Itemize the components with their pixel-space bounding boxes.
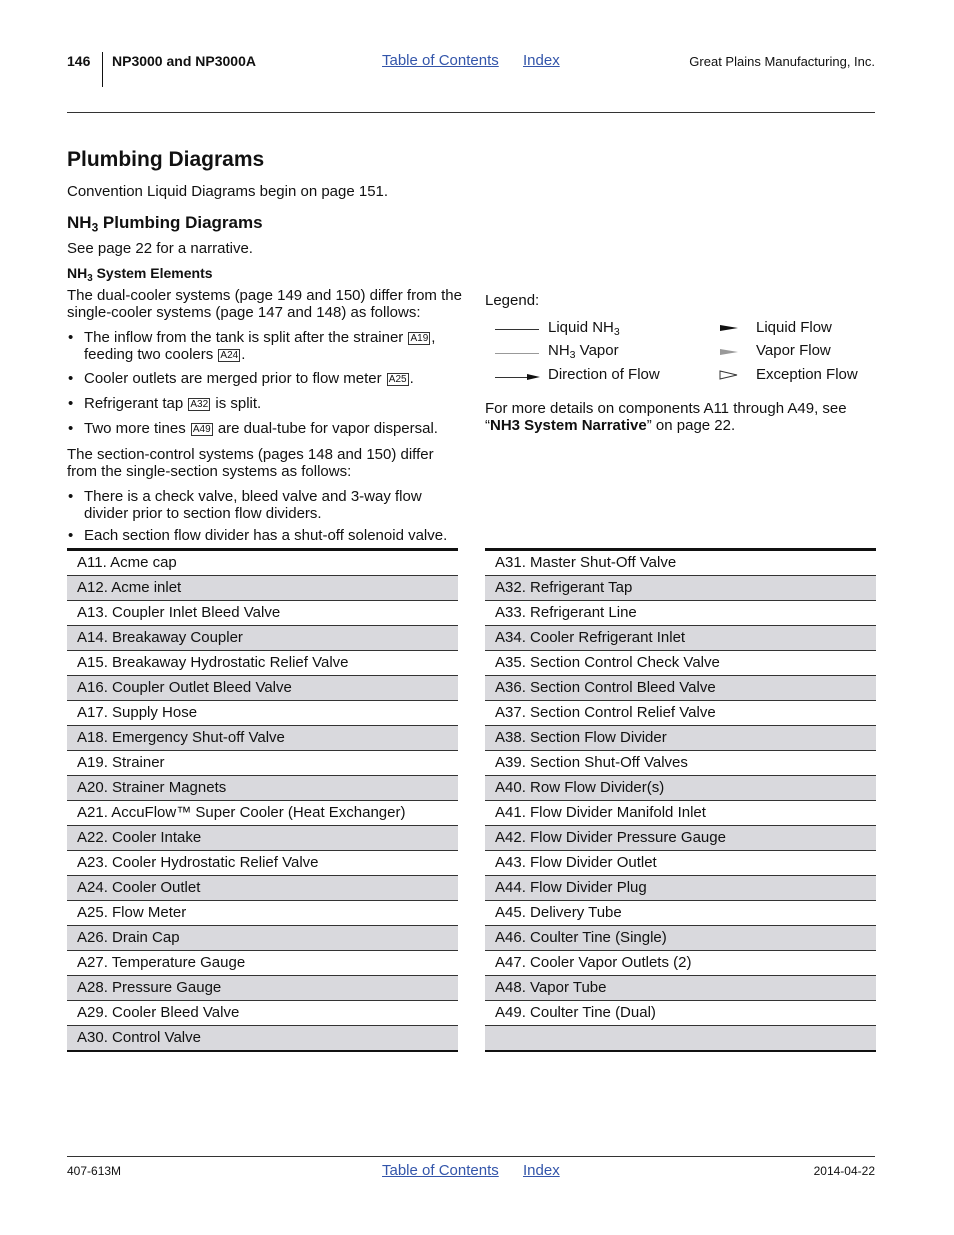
- vapor-line-icon: [495, 353, 539, 354]
- part-cell: A20. Strainer Magnets: [67, 776, 458, 801]
- table-row: [67, 676, 458, 701]
- table-row: [485, 651, 876, 676]
- part-cell: A18. Emergency Shut-off Valve: [67, 726, 458, 751]
- table-row: [67, 926, 458, 951]
- part-cell: A47. Cooler Vapor Outlets (2): [485, 951, 876, 976]
- footer-index-link[interactable]: Index: [523, 1162, 560, 1179]
- page-number: 146: [67, 53, 91, 69]
- exception-flow-arrow-icon: [719, 370, 739, 380]
- header-index-link[interactable]: Index: [523, 52, 560, 69]
- legend-direction: Direction of Flow: [548, 366, 660, 383]
- table-row: [485, 626, 876, 651]
- section-control-intro: The section-control systems (pages 148 and 150) differ from the single-section systems as follows:: [67, 446, 434, 480]
- callout-a24: A24: [220, 350, 239, 361]
- legend-exception-flow: Exception Flow: [756, 366, 858, 383]
- table-row: [485, 826, 876, 851]
- footer-toc-link[interactable]: Table of Contents: [382, 1162, 499, 1179]
- parts-table-left: [67, 548, 458, 1052]
- table-row: [485, 701, 876, 726]
- part-cell: A22. Cooler Intake: [67, 826, 458, 851]
- table-row: [67, 951, 458, 976]
- part-cell: A24. Cooler Outlet: [67, 876, 458, 901]
- dual-cooler-bullets: [67, 329, 462, 437]
- table-row: [485, 751, 876, 776]
- table-row: [67, 776, 458, 801]
- legend-vapor-flow: Vapor Flow: [756, 342, 831, 359]
- list-item: • Cooler outlets are merged prior to flow meter A25 .: [67, 370, 462, 387]
- part-cell: A32. Refrigerant Tap: [485, 576, 876, 601]
- intro-text: Convention Liquid Diagrams begin on page 151.: [67, 183, 389, 200]
- legend-details-text: For more details on components A11 through A49, see “NH3 System Narrative” on page 22.: [485, 400, 847, 434]
- table-row: [67, 550, 458, 576]
- table-row: [67, 651, 458, 676]
- list-item: • Each section flow divider has a shut-off solenoid valve.: [67, 527, 462, 544]
- list-item: • The inflow from the tank is split after the strainer A19 , feeding two coolers A24 .: [67, 329, 462, 363]
- part-cell: A43. Flow Divider Outlet: [485, 851, 876, 876]
- part-cell: A26. Drain Cap: [67, 926, 458, 951]
- footer-doc-number: 407-613M: [67, 1164, 122, 1178]
- table-row: [485, 951, 876, 976]
- table-row: [67, 876, 458, 901]
- table-row: [485, 1001, 876, 1026]
- table-row: [67, 576, 458, 601]
- table-row: [485, 901, 876, 926]
- table-row: [67, 751, 458, 776]
- list-item: • Refrigerant tap A32 is split.: [67, 395, 462, 412]
- part-cell: A34. Cooler Refrigerant Inlet: [485, 626, 876, 651]
- liquid-flow-arrow-icon: [720, 325, 738, 331]
- part-cell: [485, 1026, 876, 1052]
- table-row: [67, 1026, 458, 1052]
- table-row: [485, 1026, 876, 1052]
- liquid-line-icon: [495, 329, 539, 330]
- header-toc-link[interactable]: Table of Contents: [382, 52, 499, 69]
- table-row: [67, 601, 458, 626]
- part-cell: A25. Flow Meter: [67, 901, 458, 926]
- part-cell: A38. Section Flow Divider: [485, 726, 876, 751]
- table-row: [67, 801, 458, 826]
- table-row: [67, 701, 458, 726]
- part-cell: A30. Control Valve: [67, 1026, 458, 1052]
- part-cell: A33. Refrigerant Line: [485, 601, 876, 626]
- callout-a25: A25: [388, 374, 407, 385]
- table-row: [485, 926, 876, 951]
- part-cell: A17. Supply Hose: [67, 701, 458, 726]
- header-divider: [102, 52, 103, 87]
- header-rule: [67, 112, 875, 113]
- part-cell: A12. Acme inlet: [67, 576, 458, 601]
- section-control-bullets: [67, 488, 462, 544]
- part-cell: A13. Coupler Inlet Bleed Valve: [67, 601, 458, 626]
- table-row: [67, 626, 458, 651]
- table-row: [485, 550, 876, 576]
- part-cell: A16. Coupler Outlet Bleed Valve: [67, 676, 458, 701]
- company-name: Great Plains Manufacturing, Inc.: [689, 54, 875, 69]
- part-cell: A40. Row Flow Divider(s): [485, 776, 876, 801]
- list-item: • There is a check valve, bleed valve and 3-way flow divider prior to section flow dividers.: [67, 488, 462, 522]
- list-item: • Two more tines A49 are dual-tube for vapor dispersal.: [67, 420, 462, 437]
- table-row: [485, 576, 876, 601]
- legend-label: Legend:: [485, 292, 540, 309]
- part-cell: A42. Flow Divider Pressure Gauge: [485, 826, 876, 851]
- part-cell: A35. Section Control Check Valve: [485, 651, 876, 676]
- part-cell: A39. Section Shut-Off Valves: [485, 751, 876, 776]
- part-cell: A41. Flow Divider Manifold Inlet: [485, 801, 876, 826]
- part-cell: A28. Pressure Gauge: [67, 976, 458, 1001]
- part-cell: A49. Coulter Tine (Dual): [485, 1001, 876, 1026]
- part-cell: A15. Breakaway Hydrostatic Relief Valve: [67, 651, 458, 676]
- table-row: [485, 876, 876, 901]
- dual-cooler-intro: The dual-cooler systems (page 149 and 150) differ from the single-cooler systems (page 147 and 148) as follows:: [67, 287, 462, 321]
- part-cell: A29. Cooler Bleed Valve: [67, 1001, 458, 1026]
- parts-table-right: [485, 548, 876, 1052]
- direction-arrow-icon: [527, 374, 540, 380]
- part-cell: A45. Delivery Tube: [485, 901, 876, 926]
- part-cell: A14. Breakaway Coupler: [67, 626, 458, 651]
- legend-liquid-nh3: Liquid $NH_3$: [548, 319, 620, 339]
- legend-liquid-flow: Liquid Flow: [756, 319, 832, 336]
- callout-a19: A19: [410, 333, 429, 344]
- subsection-title: $NH_3$ Plumbing Diagrams: [67, 213, 263, 235]
- table-row: [485, 851, 876, 876]
- part-cell: A31. Master Shut-Off Valve: [485, 550, 876, 576]
- table-row: [485, 976, 876, 1001]
- part-cell: A36. Section Control Bleed Valve: [485, 676, 876, 701]
- table-row: [485, 676, 876, 701]
- table-row: [67, 976, 458, 1001]
- part-cell: A19. Strainer: [67, 751, 458, 776]
- part-cell: A48. Vapor Tube: [485, 976, 876, 1001]
- direction-line-icon: [495, 377, 529, 378]
- table-row: [67, 726, 458, 751]
- table-row: [485, 801, 876, 826]
- table-row: [67, 1001, 458, 1026]
- footer-date: 2014-04-22: [813, 1164, 875, 1178]
- table-row: [67, 826, 458, 851]
- part-cell: A44. Flow Divider Plug: [485, 876, 876, 901]
- callout-a49: A49: [192, 424, 211, 435]
- elements-heading: $NH_3$ System Elements: [67, 265, 213, 284]
- part-cell: A37. Section Control Relief Valve: [485, 701, 876, 726]
- table-row: [67, 901, 458, 926]
- document-title: NP3000 and NP3000A: [112, 53, 256, 69]
- part-cell: A21. AccuFlow™ Super Cooler (Heat Exchanger): [67, 801, 458, 826]
- part-cell: A46. Coulter Tine (Single): [485, 926, 876, 951]
- table-row: [485, 726, 876, 751]
- part-cell: A11. Acme cap: [67, 550, 458, 576]
- callout-a32: A32: [190, 399, 209, 410]
- legend-nh3-vapor: $NH_3$ Vapor: [548, 342, 619, 362]
- table-row: [485, 601, 876, 626]
- vapor-flow-arrow-icon: [720, 349, 738, 355]
- page-title: Plumbing Diagrams: [67, 148, 265, 171]
- part-cell: A23. Cooler Hydrostatic Relief Valve: [67, 851, 458, 876]
- footer-rule: [67, 1156, 875, 1157]
- part-cell: A27. Temperature Gauge: [67, 951, 458, 976]
- narrative-reference: See page 22 for a narrative.: [67, 240, 253, 257]
- table-row: [67, 851, 458, 876]
- table-row: [485, 776, 876, 801]
